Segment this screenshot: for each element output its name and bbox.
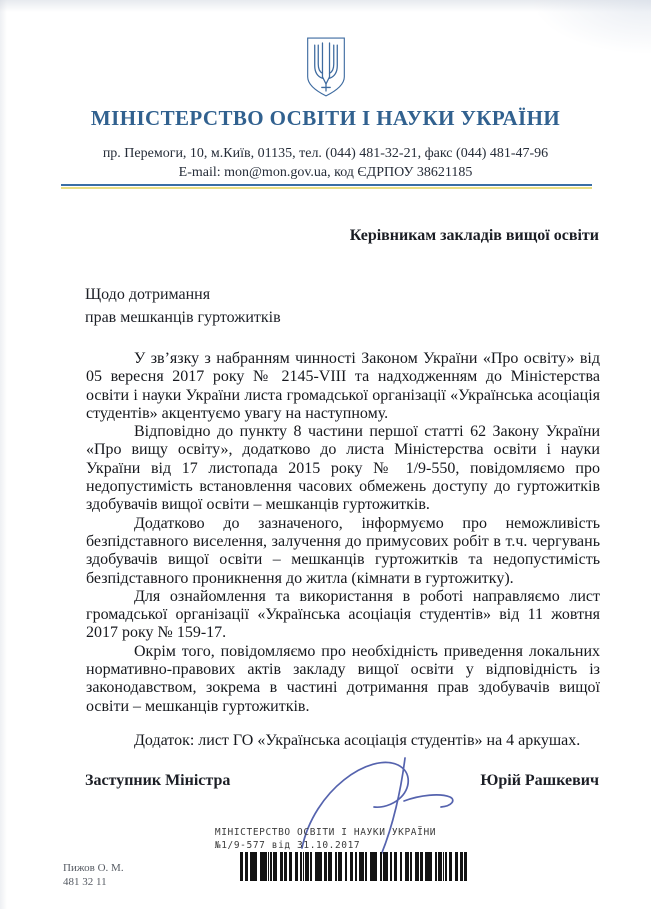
flag-divider xyxy=(61,184,592,190)
body-paragraph: Для ознайомлення та використання в роботі направляємо лист громадської організації «Українська асоціація студентів» від 11 жовтня 2017 року № 159-17. xyxy=(86,587,600,642)
attachment-note: Додаток: лист ГО «Українська асоціація студентів» на 4 аркушах. xyxy=(134,732,581,749)
letterhead-address-line: пр. Перемоги, 10, м.Київ, 01135, тел. (044) 481-32-21, факс (044) 481-47-96 xyxy=(102,146,549,161)
stamp-line-2: №1/9-577 від 31.10.2017 xyxy=(214,839,361,851)
addressee-line: Керівникам закладів вищої освіти xyxy=(349,227,599,244)
letter-body xyxy=(86,350,600,716)
ukraine-trident-icon xyxy=(302,36,349,98)
signer-position: Заступник Міністра xyxy=(85,772,231,789)
letterhead-email-line: E-mail: mon@mon.gov.ua, код ЄДРПОУ 38621185 xyxy=(178,165,473,180)
executor-name: Пижов О. М. xyxy=(63,862,124,874)
subject-block xyxy=(85,283,281,329)
body-paragraph: У зв’язку з набранням чинності Законом України «Про освіту» від 05 вересня 2017 року № 2145-VIII та надходженням до Міністерства освіти і науки України листа громадської організації «Українська асоціація студентів» акцентуємо увагу на наступному. xyxy=(86,350,600,422)
ministry-title: МІНІСТЕРСТВО ОСВІТИ І НАУКИ УКРАЇНИ xyxy=(90,106,561,130)
registration-stamp xyxy=(215,827,436,852)
body-paragraph: Відповідно до пункту 8 частини першої статті 62 Закону України «Про вищу освіту», додатково до листа Міністерства освіти і науки України від 17 листопада 2015 року № 1/9-550, повідомляємо про недопустимість встановлення часових обмежень доступу до гуртожитків здобувачів вищої освіти – мешканців гуртожитків. xyxy=(86,423,600,514)
stamp-line-1: МІНІСТЕРСТВО ОСВІТИ І НАУКИ УКРАЇНИ xyxy=(214,827,437,838)
barcode xyxy=(240,852,468,881)
body-paragraph: Додатково до зазначеного, інформуємо про неможливість безпідставного виселення, залучення до примусових робіт в т.ч. чергувань здобувачів вищої освіти – мешканців гуртожитків та недопустимість безпідставного проникнення до житла (кімнати в гуртожитку). xyxy=(86,514,600,587)
executor-block xyxy=(63,862,124,889)
executor-phone: 481 32 11 xyxy=(63,875,107,888)
scan-artifact xyxy=(0,0,7,909)
scan-artifact xyxy=(531,0,651,55)
subject-line-1: Щодо дотримання xyxy=(85,286,211,303)
signer-name: Юрій Рашкевич xyxy=(480,772,599,789)
subject-line-2: прав мешканців гуртожитків xyxy=(85,309,281,326)
body-paragraph: Окрім того, повідомляємо про необхідність приведення локальних нормативно-правових актів закладу вищої освіти у відповідність із законодавством, зокрема в частині дотримання прав здобувачів вищої освіти – мешканців гуртожитків. xyxy=(86,642,600,715)
divider-yellow-stripe xyxy=(61,187,592,189)
